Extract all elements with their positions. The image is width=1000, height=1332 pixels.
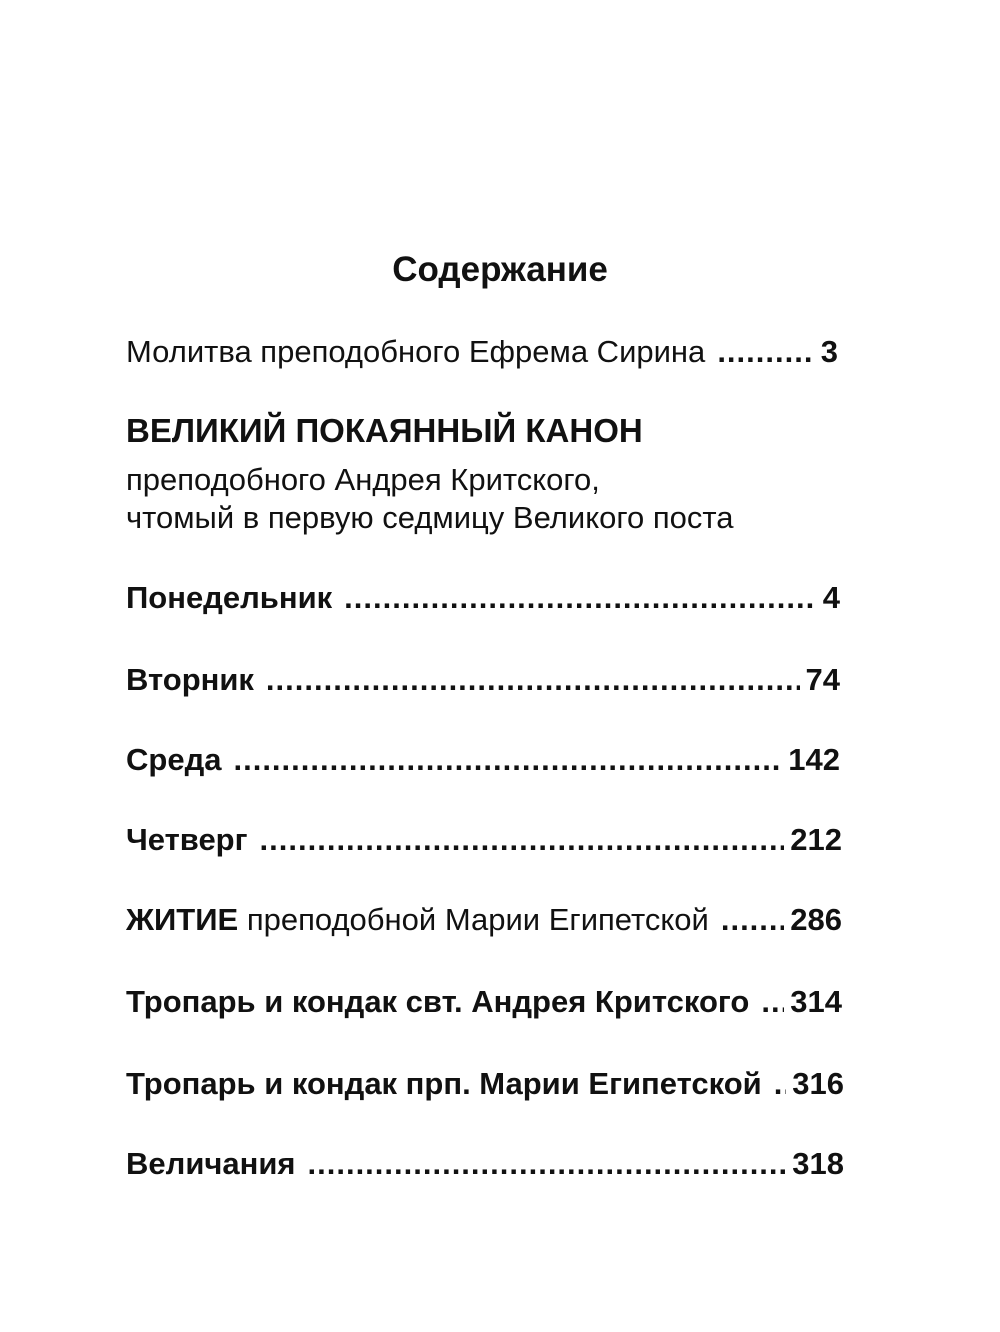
toc-entry-page: 212: [790, 822, 842, 857]
toc-entry-prayer[interactable]: [126, 332, 838, 372]
toc-entry-label: Тропарь и кондак прп. Марии Египетской: [126, 1066, 762, 1101]
toc-entry-page: 286: [790, 902, 842, 937]
toc-entry-label: Четверг: [126, 822, 248, 857]
dot-leader: [308, 1144, 787, 1184]
toc-entry-label: [126, 900, 709, 940]
toc-entry-life-mary[interactable]: [126, 900, 842, 940]
toc-entry-troparion-andrew[interactable]: [126, 982, 842, 1022]
toc-entry-page: 3: [820, 334, 838, 369]
dot-leader: [266, 660, 800, 700]
toc-entry-label: Молитва преподобного Ефрема Сирина: [126, 334, 706, 369]
dot-leader: [774, 1064, 787, 1104]
toc-entry-troparion-mary[interactable]: [126, 1064, 844, 1104]
toc-entry-label: Вторник: [126, 662, 254, 697]
toc-entry-label: Понедельник: [126, 580, 333, 615]
page-title: Содержание: [392, 250, 608, 289]
toc-entry-label: Среда: [126, 742, 222, 777]
dot-leader: [761, 982, 784, 1022]
toc-entry-wednesday[interactable]: [126, 740, 840, 780]
dot-leader: [233, 740, 782, 780]
dot-leader: [260, 820, 785, 860]
dot-leader: [717, 332, 814, 372]
toc-entry-tuesday[interactable]: [126, 660, 840, 700]
toc-entry-page: 318: [792, 1146, 844, 1181]
toc-entry-thursday[interactable]: [126, 820, 842, 860]
toc-entry-page: 316: [792, 1066, 844, 1101]
section-subtitle-line2: чтомый в первую седмицу Великого поста: [126, 500, 734, 535]
section-heading: ВЕЛИКИЙ ПОКАЯННЫЙ КАНОН: [126, 412, 643, 449]
toc-entry-page: 142: [788, 742, 840, 777]
toc-entry-page: 4: [822, 580, 840, 615]
toc-entry-monday[interactable]: [126, 578, 840, 618]
toc-entry-label-rest: преподобной Марии Египетской: [246, 902, 709, 937]
toc-entry-magnifications[interactable]: [126, 1144, 844, 1184]
dot-leader: [721, 900, 784, 940]
toc-entry-page: 314: [790, 984, 842, 1019]
section-subtitle-line1: преподобного Андрея Критского,: [126, 462, 600, 497]
toc-entry-label: Тропарь и кондак свт. Андрея Критского: [126, 984, 750, 1019]
toc-entry-label-bold: ЖИТИЕ: [126, 902, 239, 937]
toc-entry-label: Величания: [126, 1146, 296, 1181]
toc-entry-page: 74: [805, 662, 840, 697]
dot-leader: [344, 578, 817, 618]
